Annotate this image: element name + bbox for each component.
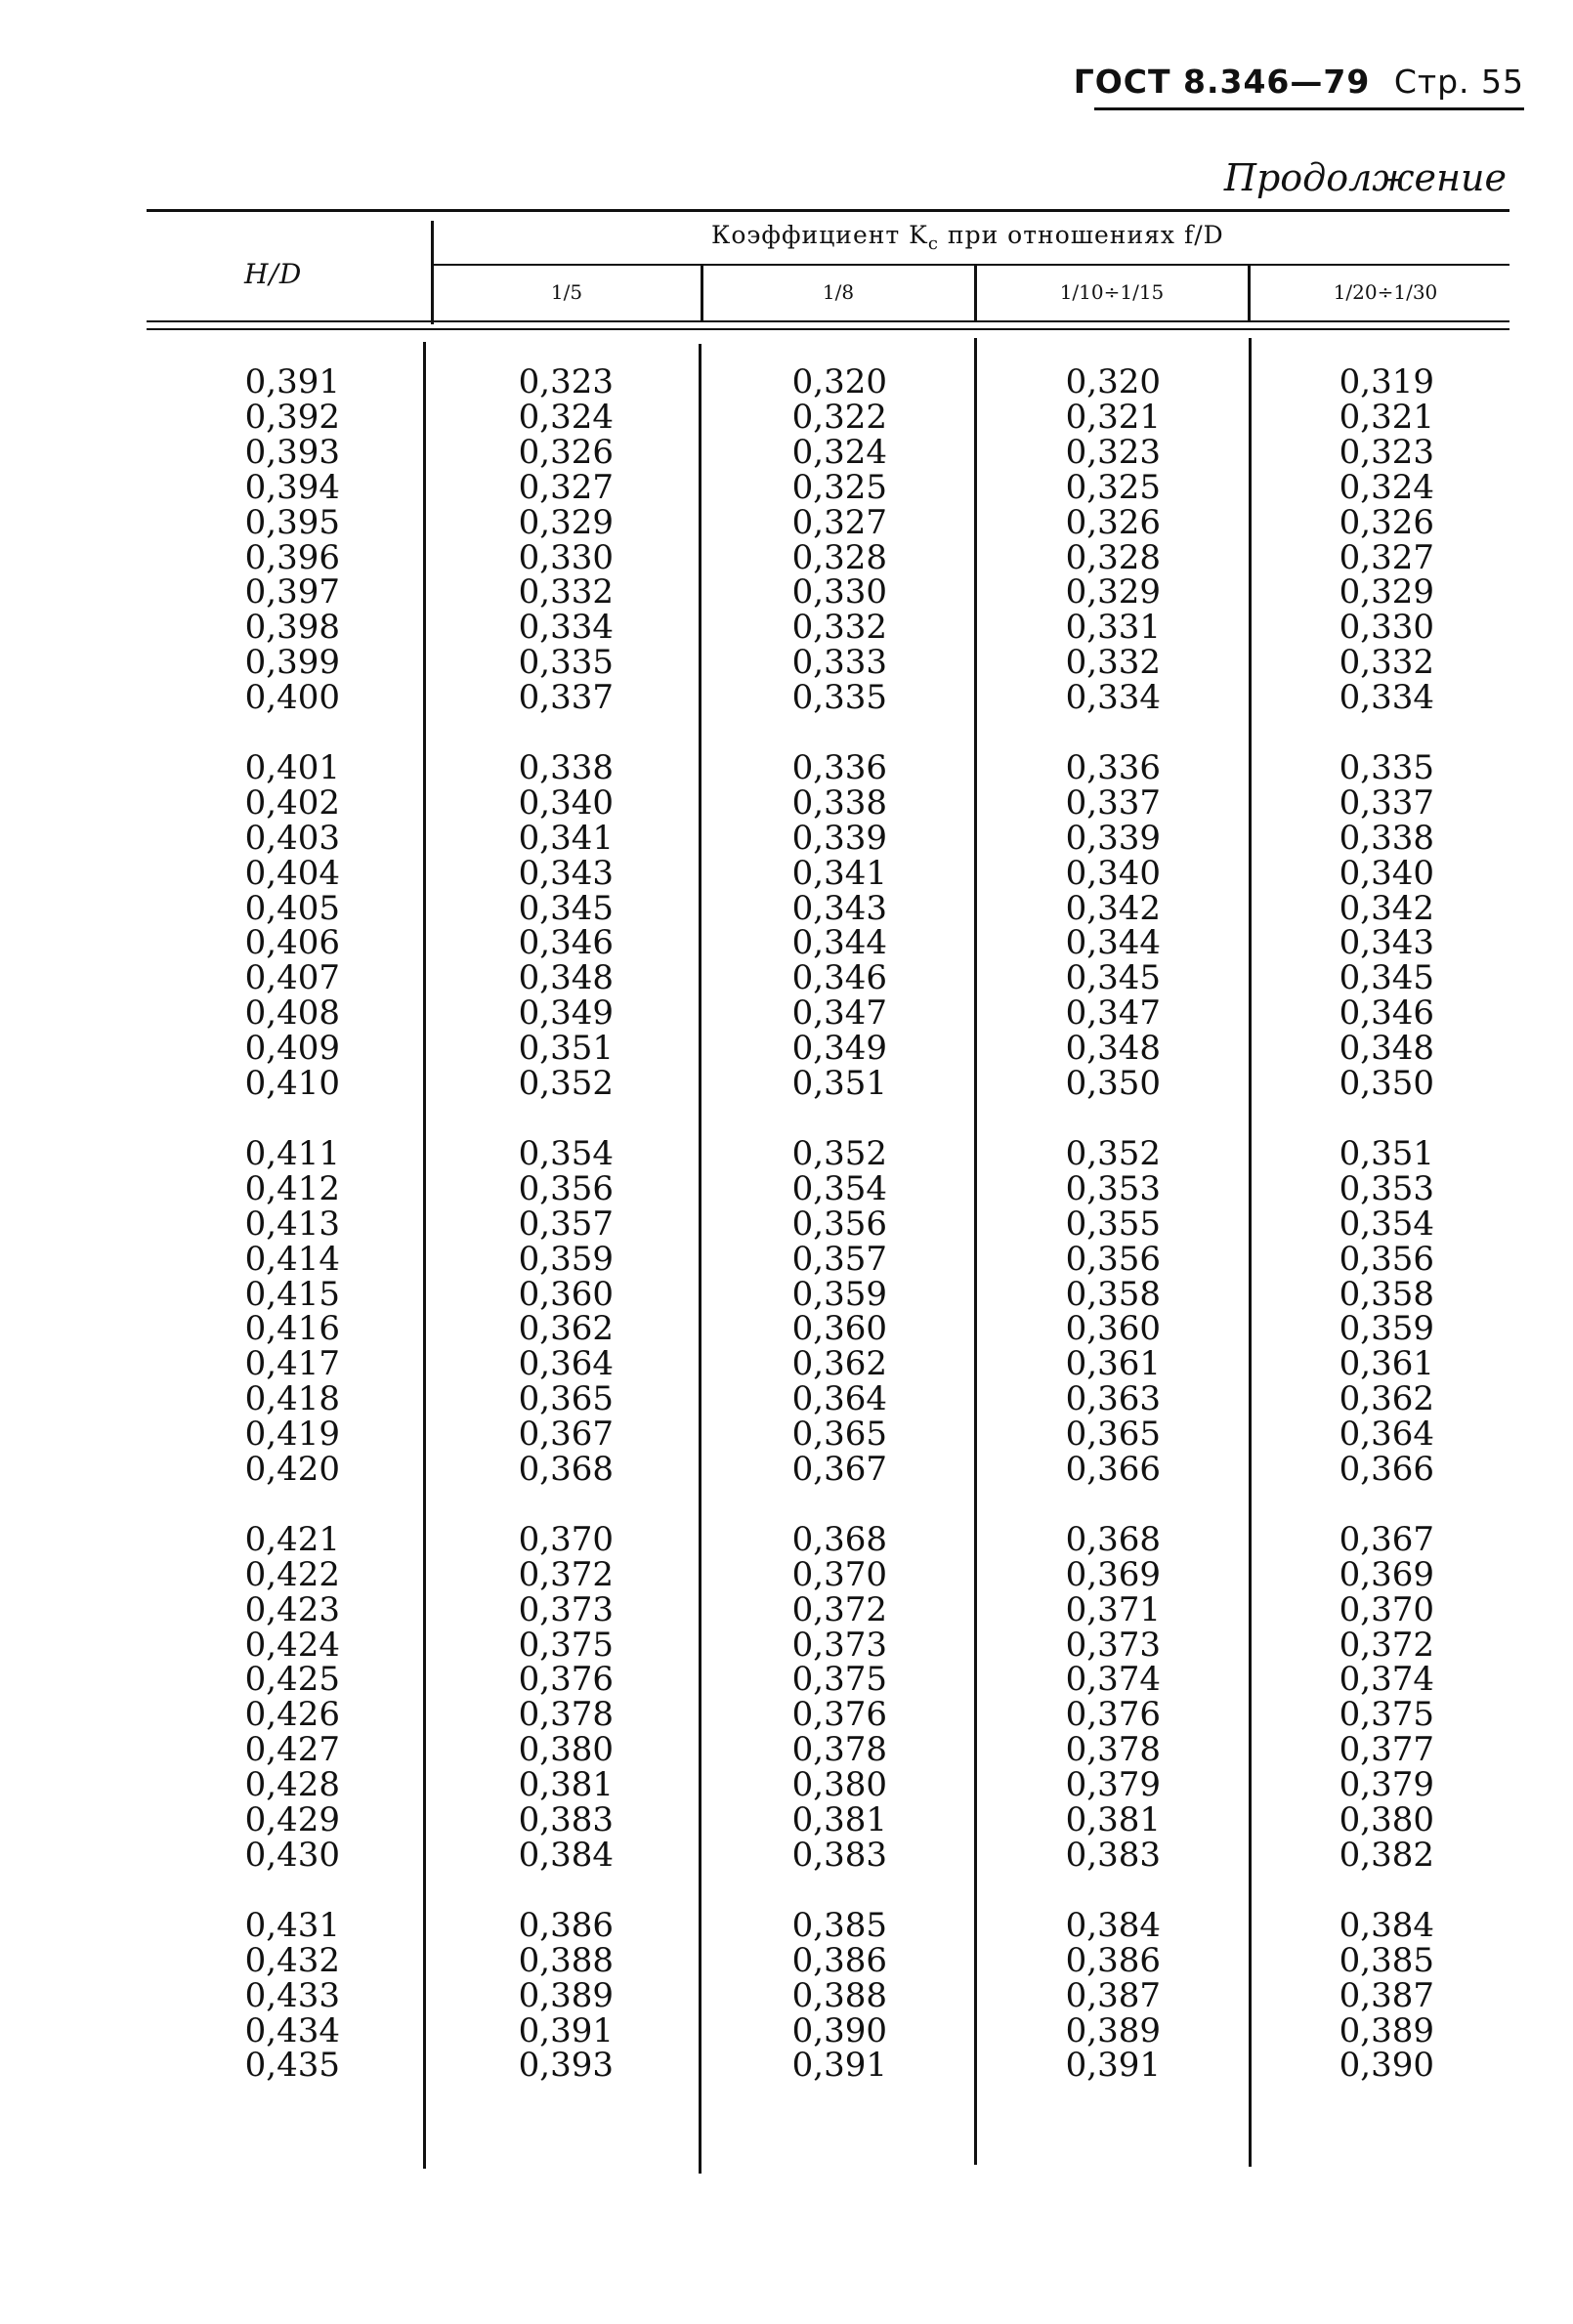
row-group xyxy=(242,1133,340,1490)
table-cell: 0,340 xyxy=(1065,853,1161,893)
table-cell: 0,341 xyxy=(518,818,614,858)
table-cell: 0,346 xyxy=(518,923,614,963)
row-group xyxy=(242,362,340,718)
table-cell: 0,339 xyxy=(791,818,887,858)
table-cell: 0,370 xyxy=(518,1519,614,1559)
table-cell: 0,367 xyxy=(1339,1519,1434,1559)
table-cell: 0,394 xyxy=(244,467,340,507)
table-cell: 0,375 xyxy=(1339,1695,1434,1735)
table-cell: 0,333 xyxy=(791,643,887,683)
table-cell: 0,364 xyxy=(791,1379,887,1419)
table-cell: 0,337 xyxy=(1339,782,1434,823)
table-cell: 0,329 xyxy=(1339,572,1434,613)
table-cell: 0,431 xyxy=(244,1905,340,1945)
table-cell: 0,430 xyxy=(244,1836,340,1876)
table-cell: 0,335 xyxy=(1339,747,1434,787)
table-cell: 0,384 xyxy=(1065,1905,1161,1945)
table-cell: 0,346 xyxy=(1339,993,1434,1034)
column-header-2: 1/8 xyxy=(822,280,855,304)
table-cell: 0,347 xyxy=(1065,993,1161,1034)
table-cell: 0,400 xyxy=(244,678,340,718)
table-cell: 0,373 xyxy=(518,1589,614,1629)
table-cell: 0,356 xyxy=(791,1204,887,1244)
row-group xyxy=(789,747,887,1104)
table-cell: 0,392 xyxy=(244,397,340,437)
table-cell: 0,355 xyxy=(1065,1204,1161,1244)
table-cell: 0,341 xyxy=(791,853,887,893)
table-cell: 0,416 xyxy=(244,1309,340,1349)
table-cell: 0,377 xyxy=(1339,1730,1434,1770)
column-hd xyxy=(242,362,340,2119)
table-cell: 0,380 xyxy=(518,1730,614,1770)
row-group xyxy=(1063,362,1161,718)
table-cell: 0,321 xyxy=(1065,397,1161,437)
table-cell: 0,352 xyxy=(1065,1133,1161,1173)
column-header-1: 1/5 xyxy=(550,280,583,304)
table-cell: 0,364 xyxy=(518,1344,614,1384)
row-group xyxy=(1063,1519,1161,1876)
table-cell: 0,384 xyxy=(518,1836,614,1876)
table-cell: 0,347 xyxy=(791,993,887,1034)
table-cell: 0,365 xyxy=(791,1415,887,1455)
column-divider-3-body xyxy=(974,338,977,2165)
running-header xyxy=(0,63,1524,101)
table-cell: 0,320 xyxy=(791,362,887,401)
table-cell: 0,360 xyxy=(518,1274,614,1314)
table-cell: 0,352 xyxy=(791,1133,887,1173)
table-cell: 0,357 xyxy=(518,1204,614,1244)
table-cell: 0,379 xyxy=(1339,1765,1434,1805)
table-cell: 0,386 xyxy=(518,1905,614,1945)
group-header-sub: с xyxy=(927,233,939,254)
table-cell: 0,359 xyxy=(518,1239,614,1279)
table-cell: 0,413 xyxy=(244,1204,340,1244)
table-cell: 0,365 xyxy=(1065,1415,1161,1455)
table-cell: 0,389 xyxy=(1065,2010,1161,2050)
row-group xyxy=(516,1519,614,1876)
table-cell: 0,386 xyxy=(1065,1940,1161,1980)
row-group xyxy=(242,747,340,1104)
table-cell: 0,328 xyxy=(791,537,887,577)
table-cell: 0,332 xyxy=(791,608,887,648)
table-cell: 0,343 xyxy=(1339,923,1434,963)
table-cell: 0,372 xyxy=(1339,1625,1434,1665)
table-cell: 0,359 xyxy=(1339,1309,1434,1349)
group-header-text: Коэффициент K xyxy=(711,221,928,249)
table-cell: 0,426 xyxy=(244,1695,340,1735)
table-cell: 0,424 xyxy=(244,1625,340,1665)
table-cell: 0,329 xyxy=(518,502,614,542)
table-cell: 0,388 xyxy=(791,1975,887,2015)
table-cell: 0,366 xyxy=(1065,1450,1161,1490)
table-cell: 0,428 xyxy=(244,1765,340,1805)
row-group xyxy=(1337,1519,1434,1876)
table-cell: 0,410 xyxy=(244,1064,340,1104)
column-divider-4 xyxy=(1248,266,1251,322)
table-cell: 0,373 xyxy=(791,1625,887,1665)
row-group xyxy=(1063,1133,1161,1490)
table-cell: 0,425 xyxy=(244,1660,340,1700)
column-divider-1-body xyxy=(423,342,426,2169)
table-cell: 0,354 xyxy=(518,1133,614,1173)
table-cell: 0,389 xyxy=(518,1975,614,2015)
column-k-1-5 xyxy=(516,362,614,2119)
row-group xyxy=(516,1133,614,1490)
table-cell: 0,391 xyxy=(244,362,340,401)
table-cell: 0,390 xyxy=(1339,2046,1434,2086)
table-cell: 0,423 xyxy=(244,1589,340,1629)
table-cell: 0,375 xyxy=(791,1660,887,1700)
table-cell: 0,382 xyxy=(1339,1836,1434,1876)
table-cell: 0,372 xyxy=(791,1589,887,1629)
table-cell: 0,414 xyxy=(244,1239,340,1279)
table-cell: 0,345 xyxy=(1339,958,1434,998)
table-cell: 0,408 xyxy=(244,993,340,1034)
table-cell: 0,326 xyxy=(1065,502,1161,542)
table-cell: 0,417 xyxy=(244,1344,340,1384)
table-cell: 0,370 xyxy=(1339,1589,1434,1629)
table-cell: 0,393 xyxy=(244,432,340,472)
table-cell: 0,334 xyxy=(1339,678,1434,718)
table-cell: 0,396 xyxy=(244,537,340,577)
table-cell: 0,368 xyxy=(791,1519,887,1559)
table-cell: 0,351 xyxy=(791,1064,887,1104)
table-cell: 0,366 xyxy=(1339,1450,1434,1490)
table-cell: 0,356 xyxy=(1065,1239,1161,1279)
table-cell: 0,374 xyxy=(1065,1660,1161,1700)
table-cell: 0,356 xyxy=(518,1168,614,1208)
table-cell: 0,356 xyxy=(1339,1239,1434,1279)
table-cell: 0,398 xyxy=(244,608,340,648)
row-group xyxy=(1063,747,1161,1104)
table-cell: 0,404 xyxy=(244,853,340,893)
table-cell: 0,322 xyxy=(791,397,887,437)
column-divider-4-body xyxy=(1249,338,1252,2167)
table-cell: 0,321 xyxy=(1339,397,1434,437)
table-cell: 0,327 xyxy=(518,467,614,507)
column-k-1-8 xyxy=(789,362,887,2119)
column-header-3: 1/10÷1/15 xyxy=(1059,280,1165,304)
table-cell: 0,353 xyxy=(1339,1168,1434,1208)
table-cell: 0,387 xyxy=(1065,1975,1161,2015)
table-cell: 0,345 xyxy=(518,888,614,928)
row-group xyxy=(242,1519,340,1876)
table-cell: 0,379 xyxy=(1065,1765,1161,1805)
table-cell: 0,376 xyxy=(518,1660,614,1700)
table-cell: 0,429 xyxy=(244,1800,340,1840)
table-cell: 0,412 xyxy=(244,1168,340,1208)
table-cell: 0,378 xyxy=(1065,1730,1161,1770)
table-cell: 0,324 xyxy=(791,432,887,472)
row-header-hd: H/D xyxy=(244,258,303,290)
table-cell: 0,419 xyxy=(244,1415,340,1455)
table-cell: 0,332 xyxy=(1065,643,1161,683)
table-cell: 0,390 xyxy=(791,2010,887,2050)
table-cell: 0,388 xyxy=(518,1940,614,1980)
page-number: Стр. 55 xyxy=(1393,63,1524,101)
table-cell: 0,344 xyxy=(791,923,887,963)
table-cell: 0,337 xyxy=(1065,782,1161,823)
table-cell: 0,434 xyxy=(244,2010,340,2050)
table-cell: 0,340 xyxy=(1339,853,1434,893)
header-underline xyxy=(1094,107,1524,110)
table-cell: 0,391 xyxy=(791,2046,887,2086)
table-cell: 0,346 xyxy=(791,958,887,998)
table-cell: 0,385 xyxy=(1339,1940,1434,1980)
table-cell: 0,365 xyxy=(518,1379,614,1419)
table-cell: 0,349 xyxy=(518,993,614,1034)
table-cell: 0,350 xyxy=(1065,1064,1161,1104)
column-k-1-10-1-15 xyxy=(1063,362,1161,2119)
table-cell: 0,338 xyxy=(1339,818,1434,858)
table-cell: 0,386 xyxy=(791,1940,887,1980)
table-cell: 0,324 xyxy=(1339,467,1434,507)
table-cell: 0,325 xyxy=(1065,467,1161,507)
table-cell: 0,351 xyxy=(518,1029,614,1069)
table-cell: 0,406 xyxy=(244,923,340,963)
table-cell: 0,320 xyxy=(1065,362,1161,401)
table-cell: 0,418 xyxy=(244,1379,340,1419)
header-bottom-rule-1 xyxy=(147,320,1509,322)
table-cell: 0,358 xyxy=(1339,1274,1434,1314)
row-group xyxy=(1337,362,1434,718)
column-divider-2-body xyxy=(699,344,701,2174)
table-cell: 0,354 xyxy=(1339,1204,1434,1244)
row-group xyxy=(789,1905,887,2086)
row-group xyxy=(789,1133,887,1490)
table-cell: 0,395 xyxy=(244,502,340,542)
table-cell: 0,327 xyxy=(791,502,887,542)
table-cell: 0,323 xyxy=(1065,432,1161,472)
row-group xyxy=(789,1519,887,1876)
table-cell: 0,433 xyxy=(244,1975,340,2015)
table-cell: 0,338 xyxy=(791,782,887,823)
table-cell: 0,348 xyxy=(1339,1029,1434,1069)
table-cell: 0,373 xyxy=(1065,1625,1161,1665)
table-cell: 0,335 xyxy=(791,678,887,718)
table-cell: 0,345 xyxy=(1065,958,1161,998)
table-cell: 0,427 xyxy=(244,1730,340,1770)
table-cell: 0,334 xyxy=(1065,678,1161,718)
table-cell: 0,330 xyxy=(791,572,887,613)
table-cell: 0,328 xyxy=(1065,537,1161,577)
table-cell: 0,421 xyxy=(244,1519,340,1559)
table-cell: 0,378 xyxy=(791,1730,887,1770)
row-group xyxy=(1337,1905,1434,2086)
table-cell: 0,344 xyxy=(1065,923,1161,963)
table-cell: 0,375 xyxy=(518,1625,614,1665)
column-divider-1 xyxy=(431,221,434,324)
table-cell: 0,367 xyxy=(518,1415,614,1455)
table-cell: 0,325 xyxy=(791,467,887,507)
table-cell: 0,338 xyxy=(518,747,614,787)
table-cell: 0,360 xyxy=(791,1309,887,1349)
table-cell: 0,385 xyxy=(791,1905,887,1945)
document-id: ГОСТ 8.346—79 xyxy=(1073,63,1371,101)
table-cell: 0,354 xyxy=(791,1168,887,1208)
table-cell: 0,361 xyxy=(1065,1344,1161,1384)
table-cell: 0,403 xyxy=(244,818,340,858)
table-cell: 0,401 xyxy=(244,747,340,787)
table-cell: 0,367 xyxy=(791,1450,887,1490)
table-cell: 0,331 xyxy=(1065,608,1161,648)
table-cell: 0,349 xyxy=(791,1029,887,1069)
table-cell: 0,397 xyxy=(244,572,340,613)
table-cell: 0,387 xyxy=(1339,1975,1434,2015)
table-cell: 0,372 xyxy=(518,1554,614,1594)
table-cell: 0,348 xyxy=(518,958,614,998)
column-divider-3 xyxy=(974,266,977,322)
table-cell: 0,435 xyxy=(244,2046,340,2086)
table-cell: 0,409 xyxy=(244,1029,340,1069)
table-cell: 0,369 xyxy=(1339,1554,1434,1594)
column-divider-2 xyxy=(701,266,703,322)
table-cell: 0,371 xyxy=(1065,1589,1161,1629)
group-header xyxy=(711,221,1224,254)
table-cell: 0,415 xyxy=(244,1274,340,1314)
table-cell: 0,342 xyxy=(1065,888,1161,928)
table-cell: 0,343 xyxy=(791,888,887,928)
table-cell: 0,374 xyxy=(1339,1660,1434,1700)
table-cell: 0,353 xyxy=(1065,1168,1161,1208)
table-cell: 0,332 xyxy=(1339,643,1434,683)
table-cell: 0,402 xyxy=(244,782,340,823)
table-cell: 0,324 xyxy=(518,397,614,437)
table-cell: 0,384 xyxy=(1339,1905,1434,1945)
table-cell: 0,420 xyxy=(244,1450,340,1490)
table-cell: 0,376 xyxy=(1065,1695,1161,1735)
table-cell: 0,380 xyxy=(1339,1800,1434,1840)
table-cell: 0,370 xyxy=(791,1554,887,1594)
table-cell: 0,378 xyxy=(518,1695,614,1735)
table-cell: 0,364 xyxy=(1339,1415,1434,1455)
table-cell: 0,422 xyxy=(244,1554,340,1594)
table-cell: 0,383 xyxy=(1065,1836,1161,1876)
table-cell: 0,391 xyxy=(1065,2046,1161,2086)
table-cell: 0,389 xyxy=(1339,2010,1434,2050)
table-cell: 0,335 xyxy=(518,643,614,683)
table-cell: 0,336 xyxy=(1065,747,1161,787)
table-cell: 0,358 xyxy=(1065,1274,1161,1314)
table-cell: 0,383 xyxy=(791,1836,887,1876)
column-k-1-20-1-30 xyxy=(1337,362,1434,2119)
table-cell: 0,329 xyxy=(1065,572,1161,613)
table-top-rule xyxy=(147,209,1509,212)
table-cell: 0,351 xyxy=(1339,1133,1434,1173)
table-cell: 0,340 xyxy=(518,782,614,823)
table-cell: 0,376 xyxy=(791,1695,887,1735)
table-cell: 0,391 xyxy=(518,2010,614,2050)
group-header-tail: при отношениях f/D xyxy=(938,221,1224,249)
table-cell: 0,330 xyxy=(518,537,614,577)
table-cell: 0,360 xyxy=(1065,1309,1161,1349)
row-group xyxy=(516,362,614,718)
table-cell: 0,363 xyxy=(1065,1379,1161,1419)
table-cell: 0,327 xyxy=(1339,537,1434,577)
table-cell: 0,368 xyxy=(1065,1519,1161,1559)
table-cell: 0,326 xyxy=(518,432,614,472)
table-cell: 0,352 xyxy=(518,1064,614,1104)
table-cell: 0,381 xyxy=(791,1800,887,1840)
table-cell: 0,343 xyxy=(518,853,614,893)
table-cell: 0,405 xyxy=(244,888,340,928)
table-cell: 0,339 xyxy=(1065,818,1161,858)
table-cell: 0,350 xyxy=(1339,1064,1434,1104)
row-group xyxy=(1063,1905,1161,2086)
row-group xyxy=(1337,1133,1434,1490)
table-cell: 0,362 xyxy=(1339,1379,1434,1419)
table-cell: 0,326 xyxy=(1339,502,1434,542)
table-cell: 0,381 xyxy=(1065,1800,1161,1840)
table-cell: 0,336 xyxy=(791,747,887,787)
header-bottom-rule-2 xyxy=(147,328,1509,330)
table-cell: 0,359 xyxy=(791,1274,887,1314)
table-cell: 0,399 xyxy=(244,643,340,683)
table-cell: 0,332 xyxy=(518,572,614,613)
table-cell: 0,381 xyxy=(518,1765,614,1805)
row-group xyxy=(789,362,887,718)
row-group xyxy=(1337,747,1434,1104)
table-cell: 0,368 xyxy=(518,1450,614,1490)
table-cell: 0,361 xyxy=(1339,1344,1434,1384)
table-cell: 0,383 xyxy=(518,1800,614,1840)
table-cell: 0,362 xyxy=(518,1309,614,1349)
table-cell: 0,334 xyxy=(518,608,614,648)
table-cell: 0,380 xyxy=(791,1765,887,1805)
table-cell: 0,411 xyxy=(244,1133,340,1173)
table-cell: 0,323 xyxy=(1339,432,1434,472)
row-group xyxy=(516,747,614,1104)
row-group xyxy=(242,1905,340,2086)
group-header-rule xyxy=(433,264,1509,266)
table-cell: 0,330 xyxy=(1339,608,1434,648)
table-cell: 0,362 xyxy=(791,1344,887,1384)
table-cell: 0,323 xyxy=(518,362,614,401)
table-cell: 0,393 xyxy=(518,2046,614,2086)
table-cell: 0,369 xyxy=(1065,1554,1161,1594)
table-cell: 0,407 xyxy=(244,958,340,998)
column-header-4: 1/20÷1/30 xyxy=(1333,280,1438,304)
table-cell: 0,319 xyxy=(1339,362,1434,401)
table-cell: 0,337 xyxy=(518,678,614,718)
row-group xyxy=(516,1905,614,2086)
table-cell: 0,348 xyxy=(1065,1029,1161,1069)
table-cell: 0,342 xyxy=(1339,888,1434,928)
continuation-label: Продолжение xyxy=(1223,156,1507,199)
table-cell: 0,432 xyxy=(244,1940,340,1980)
table-cell: 0,357 xyxy=(791,1239,887,1279)
